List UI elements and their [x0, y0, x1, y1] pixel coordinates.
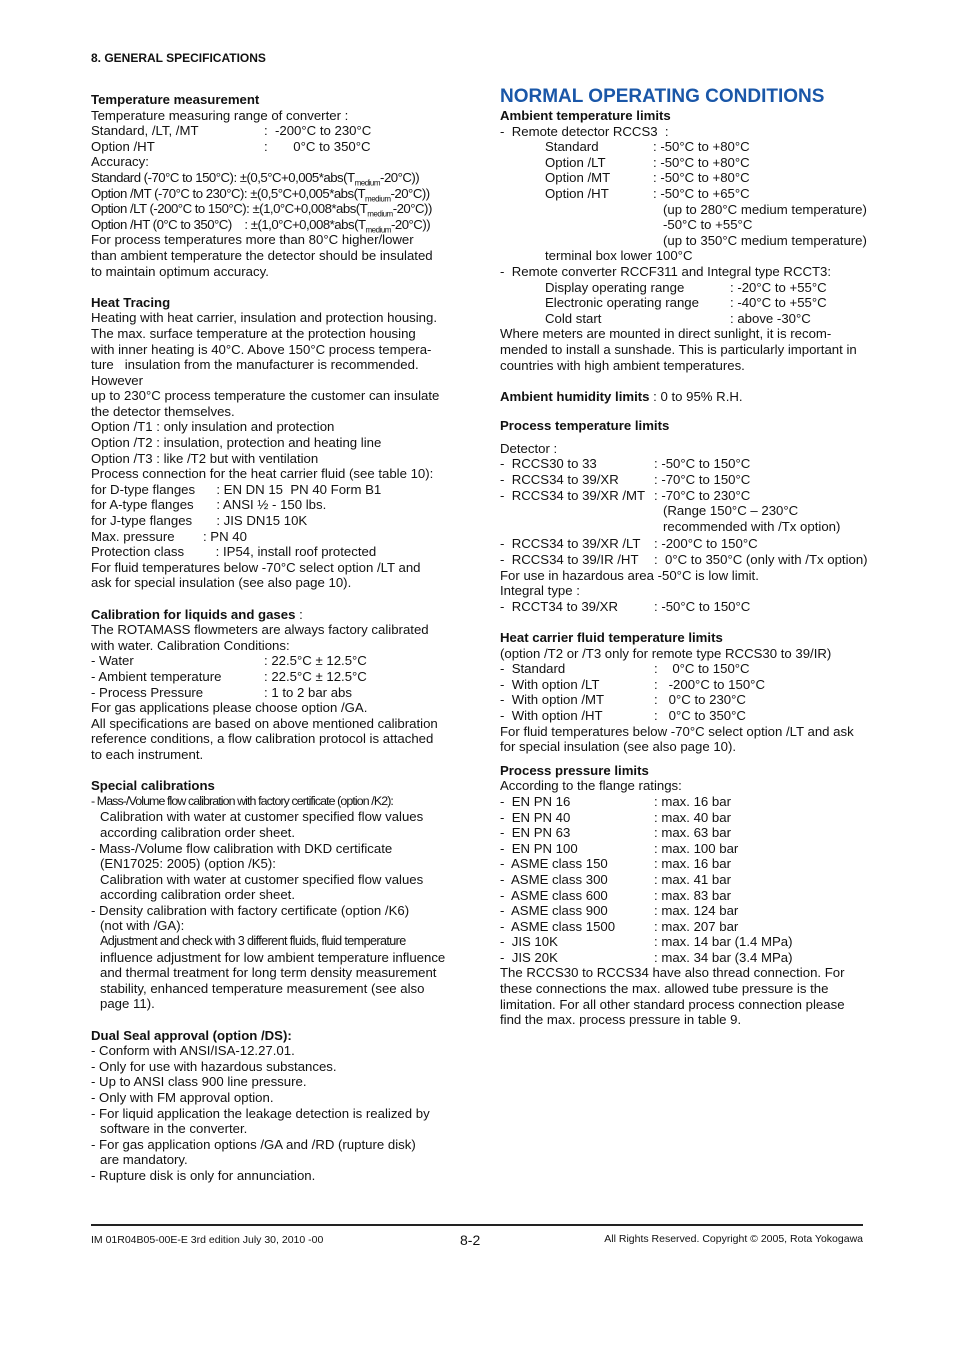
calib-tail: All specifications are based on above mentioned calibration — [91, 715, 438, 731]
heat-carrier-intro: (option /T2 or /T3 only for remote type RCCS30 to 39/IR) — [500, 645, 832, 661]
ambient-extra: (up to 280°C medium temperature) — [663, 201, 867, 217]
heat-tail: For fluid temperatures below -70°C select option /LT and — [91, 559, 421, 575]
ambient-row: Standard : -50°C to +80°C — [545, 139, 750, 155]
calib-tail: to each instrument. — [91, 746, 204, 762]
heat-line: Option /T1 : only insulation and protection — [91, 419, 335, 435]
heat-carrier-row: - Standard : 0°C to 150°C — [500, 661, 750, 677]
dual-seal-item: - Only for use with hazardous substances. — [91, 1058, 337, 1074]
heat-line: Option /T3 : like /T2 but with ventilation — [91, 450, 319, 466]
footer-copyright: All Rights Reserved. Copyright © 2005, Rota Yokogawa — [604, 1233, 863, 1245]
section-header: 8. GENERAL SPECIFICATIONS — [91, 51, 266, 65]
footer-rule — [91, 1224, 863, 1226]
pressure-tail: The RCCS30 to RCCS34 have also thread connection. For — [500, 965, 845, 981]
converter-label: - Remote converter RCCF311 and Integral type RCCT3: — [500, 263, 832, 279]
special-item-title: (EN17025: 2005) (option /K5): — [100, 856, 276, 872]
special-item-body: according calibration order sheet. — [100, 887, 295, 903]
pressure-row: - EN PN 40 : max. 40 bar — [500, 809, 731, 825]
calib-row: - Ambient temperature : 22.5°C ± 12.5°C — [91, 668, 367, 684]
detector-label: Detector : — [500, 440, 558, 456]
special-item-title: - Density calibration with factory certificate (option /K6) — [91, 902, 410, 918]
accuracy-row: Option /LT (-200°C to 150°C): $\pm(1,0^\circ C+0,008*abs(T_{medium}-20^\circ C))$ — [91, 201, 432, 219]
heat-carrier-row: - With option /HT : 0°C to 350°C — [500, 707, 746, 723]
process-temp-heading: Process temperature limits — [500, 418, 670, 434]
special-item-body: page 11). — [100, 996, 155, 1012]
special-item-body: Calibration with water at customer specified flow values — [100, 809, 424, 825]
heat-line: the detector themselves. — [91, 403, 235, 419]
accuracy-row: Option /HT (0°C to 350°C) : $\pm(1,0^\circ C+0,008*abs(T_{medium}-20^\circ C))$ — [91, 216, 431, 235]
heat-line: Option /T2 : insulation, protection and heating line — [91, 435, 382, 451]
calib-line: The ROTAMASS flowmeters are always factory calibrated — [91, 622, 429, 638]
special-item-body: influence adjustment for low ambient temperature influence — [100, 949, 446, 965]
right-column — [500, 86, 872, 1028]
ambient-extra: -50°C to +55°C — [663, 217, 753, 233]
heat-spec-row: for D-type flanges : EN DN 15 PN 40 Form B1 — [91, 481, 382, 497]
accuracy-row: Standard (-70°C to 150°C): $\pm(0,5^\circ C+0,005*abs(T_{medium}-20^\circ C))$ — [91, 169, 420, 188]
calib-line: with water. Calibration Conditions: — [91, 637, 290, 653]
accuracy-row: Option /MT (-70°C to 230°C): $\pm(0,5^\circ C+0,005*abs(T_{medium}-20^\circ C))$ — [91, 185, 430, 204]
process-row: - RCCS30 to 33 : -50°C to 150°C — [500, 456, 751, 472]
pressure-row: - ASME class 300 : max. 41 bar — [500, 871, 731, 887]
pressure-row: - ASME class 1500 : max. 207 bar — [500, 918, 739, 934]
heat-tail: ask for special insulation (see also page 10). — [91, 575, 352, 591]
converter-row: Electronic operating range : -40°C to +55°C — [545, 295, 827, 311]
dual-seal-item: software in the converter. — [100, 1121, 248, 1137]
pressure-row: - ASME class 150 : max. 16 bar — [500, 856, 731, 872]
converter-row: Cold start : above -30°C — [545, 310, 811, 326]
calibration-heading: Calibration for liquids and gases : — [91, 606, 303, 622]
process-row: - RCCS34 to 39/XR /LT : -200°C to 150°C — [500, 536, 758, 552]
heat-spec-row: Max. pressure : PN 40 — [91, 528, 247, 544]
process-extra: (Range 150°C – 230°C — [663, 503, 799, 519]
heat-carrier-tail: for special insulation (see also page 10). — [500, 739, 737, 755]
ambient-extra: (up to 350°C medium temperature) — [663, 232, 867, 248]
special-item-body: and thermal treatment for long term density measurement — [100, 965, 437, 981]
ambient-row: Option /HT : -50°C to +65°C — [545, 185, 750, 201]
special-item-title: - Mass-/Volume flow calibration with DKD certificate — [91, 840, 393, 856]
heat-line: Heating with heat carrier, insulation and protection housing. — [91, 310, 438, 326]
footer-page-number: 8-2 — [460, 1232, 481, 1248]
heat-line: However — [91, 372, 144, 388]
pressure-intro: According to the flange ratings: — [500, 778, 682, 794]
pressure-heading: Process pressure limits — [500, 762, 649, 778]
process-row: - RCCS34 to 39/IR /HT : 0°C to 350°C (only with /Tx option) — [500, 552, 868, 568]
heat-line: ture insulation from the manufacturer is recommended. — [91, 357, 419, 373]
section-title: NORMAL OPERATING CONDITIONS — [500, 86, 825, 107]
accuracy-label: Accuracy: — [91, 154, 149, 170]
special-item-body: Adjustment and check with 3 different fluids, fluid temperature — [100, 934, 406, 949]
heat-carrier-tail: For fluid temperatures below -70°C select option /LT and ask — [500, 723, 854, 739]
calib-row: - Process Pressure : 1 to 2 bar abs — [91, 684, 352, 700]
temp-range-row: Option /HT : 0°C to 350°C — [91, 138, 371, 154]
ambient-row: Option /LT : -50°C to +80°C — [545, 154, 750, 170]
pressure-row: - EN PN 16 : max. 16 bar — [500, 793, 731, 809]
temperature-note: For process temperatures more than 80°C higher/lower — [91, 232, 414, 248]
special-item-title: (not with /GA): — [100, 918, 185, 934]
pressure-row: - ASME class 600 : max. 83 bar — [500, 887, 731, 903]
ambient-tail: Where meters are mounted in direct sunlight, it is recom- — [500, 326, 832, 342]
heat-carrier-row: - With option /LT : -200°C to 150°C — [500, 676, 765, 692]
heat-carrier-heading: Heat carrier fluid temperature limits — [500, 630, 723, 645]
humidity-line: Ambient humidity limits : 0 to 95% R.H. — [500, 388, 743, 404]
heat-spec-row: for J-type flanges : JIS DN15 10K — [91, 513, 308, 529]
heat-line: up to 230°C process temperature the customer can insulate — [91, 388, 440, 404]
ambient-heading: Ambient temperature limits — [500, 108, 671, 123]
calib-row: - Water : 22.5°C ± 12.5°C — [91, 653, 367, 669]
pressure-row: - EN PN 63 : max. 63 bar — [500, 825, 731, 841]
hazardous-note: For use in hazardous area -50°C is low limit. — [500, 567, 759, 583]
ambient-row: Option /MT : -50°C to +80°C — [545, 170, 750, 186]
process-extra: recommended with /Tx option) — [663, 518, 841, 534]
special-item-body: according calibration order sheet. — [100, 824, 295, 840]
dual-seal-item: - Only with FM approval option. — [91, 1090, 274, 1105]
rccs3-label: - Remote detector RCCS3 : — [500, 123, 669, 139]
calib-tail: reference conditions, a flow calibration protocol is attached — [91, 731, 434, 747]
converter-row: Display operating range : -20°C to +55°C — [545, 279, 827, 295]
heat-line: Process connection for the heat carrier fluid (see table 10): — [91, 466, 434, 482]
heat-tracing-heading: Heat Tracing — [91, 294, 171, 310]
pressure-row: - JIS 10K : max. 14 bar (1.4 MPa) — [500, 934, 793, 950]
dual-seal-item: - Rupture disk is only for annunciation. — [91, 1167, 316, 1183]
heat-carrier-row: - With option /MT : 0°C to 230°C — [500, 692, 746, 708]
dual-seal-item: - Conform with ANSI/ISA-12.27.01. — [91, 1043, 295, 1059]
temperature-note: to maintain optimum accuracy. — [91, 263, 269, 279]
terminal-box-note: terminal box lower 100°C — [545, 248, 693, 264]
integral-label: Integral type : — [500, 583, 580, 599]
pressure-tail: limitation. For all other standard process connection please — [500, 996, 845, 1012]
dual-seal-heading: Dual Seal approval (option /DS): — [91, 1027, 292, 1043]
process-row: - RCCT34 to 39/XR : -50°C to 150°C — [500, 598, 751, 614]
special-item-body: Calibration with water at customer specified flow values — [100, 871, 424, 887]
process-row: - RCCS34 to 39/XR : -70°C to 150°C — [500, 472, 751, 488]
left-column — [91, 92, 463, 1184]
pressure-row: - EN PN 100 : max. 100 bar — [500, 840, 739, 856]
pressure-row: - JIS 20K : max. 34 bar (3.4 MPa) — [500, 949, 793, 965]
temperature-heading: Temperature measurement — [91, 92, 260, 107]
pressure-tail: these connections the max. allowed tube pressure is the — [500, 981, 829, 997]
dual-seal-item: - For liquid application the leakage detection is realized by — [91, 1105, 430, 1121]
footer-doc-id: IM 01R04B05-00E-E 3rd edition July 30, 2010 -00 — [91, 1234, 324, 1246]
special-item-body: stability, enhanced temperature measurement (see also — [100, 980, 425, 996]
special-item-title: - Mass-/Volume flow calibration with factory certificate (option /K2): — [91, 793, 393, 808]
heat-spec-row: for A-type flanges : ANSI ½ - 150 lbs. — [91, 497, 327, 513]
pressure-tail: find the max. process pressure in table 9. — [500, 1012, 742, 1028]
heat-line: with inner heating is 40°C. Above 150°C process tempera- — [91, 341, 432, 357]
pressure-row: - ASME class 900 : max. 124 bar — [500, 903, 739, 919]
heat-spec-row: Protection class : IP54, install roof protected — [91, 544, 377, 560]
ambient-tail: mended to install a sunshade. This is particularly important in — [500, 341, 857, 357]
special-calibrations-heading: Special calibrations — [91, 778, 215, 794]
heat-line: The max. surface temperature at the protection housing — [91, 325, 416, 341]
ambient-tail: countries with high ambient temperatures. — [500, 357, 745, 373]
dual-seal-item: - For gas application options /GA and /RD (rupture disk) — [91, 1136, 416, 1152]
dual-seal-item: - Up to ANSI class 900 line pressure. — [91, 1074, 307, 1090]
temperature-intro: Temperature measuring range of converter : — [91, 107, 349, 123]
temp-range-row: Standard, /LT, /MT : -200°C to 230°C — [91, 123, 372, 139]
temperature-note: than ambient temperature the detector should be insulated — [91, 247, 433, 263]
calib-tail: For gas applications please choose option /GA. — [91, 700, 368, 716]
dual-seal-item: are mandatory. — [100, 1152, 188, 1168]
process-row: - RCCS34 to 39/XR /MT : -70°C to 230°C — [500, 487, 751, 503]
